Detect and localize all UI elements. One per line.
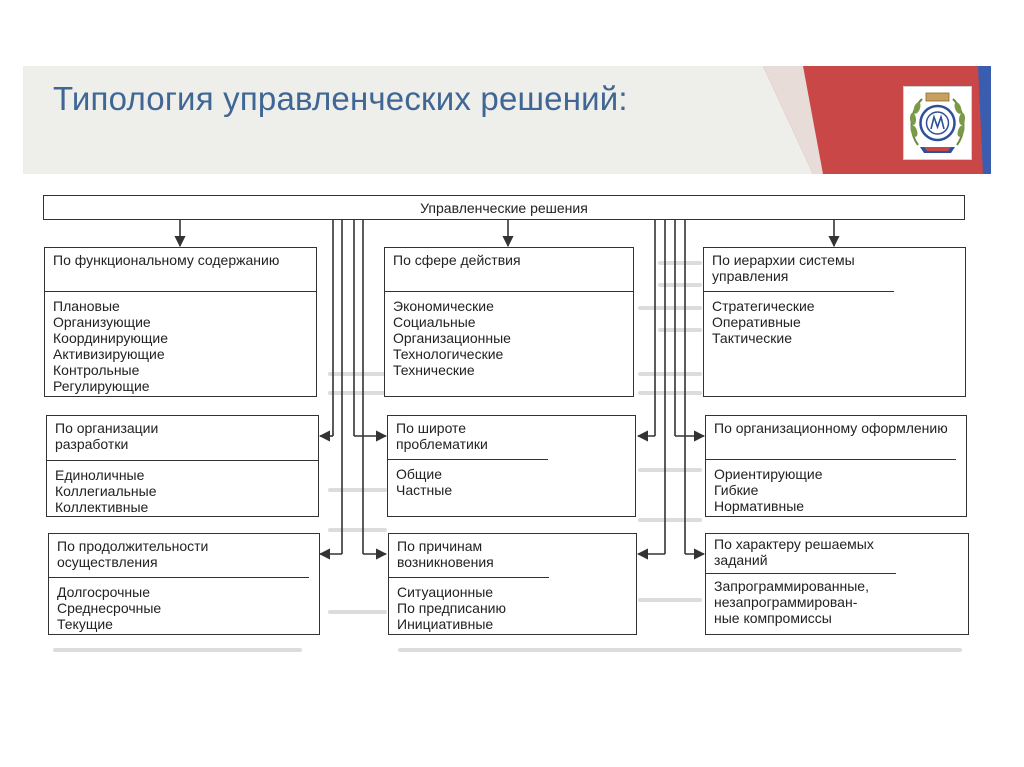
category-item: Среднесрочные xyxy=(57,600,162,616)
category-item: Нормативные xyxy=(714,498,805,514)
category-item: Координирующие xyxy=(53,330,168,346)
category-items xyxy=(706,460,966,514)
category-item: Общие xyxy=(396,466,443,482)
category-header: По причинам возникновения xyxy=(389,534,549,578)
category-item: Частные xyxy=(396,482,453,498)
category-item: Коллективные xyxy=(55,499,149,515)
category-development-organization xyxy=(46,415,319,517)
category-item: Технические xyxy=(393,362,475,378)
category-item: Организующие xyxy=(53,314,151,330)
category-item: Ориентирующие xyxy=(714,466,823,482)
category-header: По сфере действия xyxy=(385,248,633,292)
category-item: Текущие xyxy=(57,616,113,632)
category-item: Тактические xyxy=(712,330,793,346)
category-items xyxy=(388,460,635,498)
category-item: Социальные xyxy=(393,314,476,330)
category-header: По широте проблематики xyxy=(388,416,548,460)
category-management-hierarchy xyxy=(703,247,966,397)
category-item: ные компромиссы xyxy=(714,610,832,626)
category-header: По организационному оформлению xyxy=(706,416,956,460)
category-item: Долгосрочные xyxy=(57,584,151,600)
category-items xyxy=(49,578,319,632)
category-items xyxy=(704,292,965,346)
category-item: Регулирующие xyxy=(53,378,150,394)
category-organizational-formalization xyxy=(705,415,967,517)
category-items xyxy=(45,292,316,394)
category-item: Экономические xyxy=(393,298,494,314)
category-header: По иерархии системы управления xyxy=(704,248,894,292)
category-item: Плановые xyxy=(53,298,120,314)
category-causes-of-origin xyxy=(388,533,637,635)
category-item: По предписанию xyxy=(397,600,506,616)
category-sphere-of-action xyxy=(384,247,634,397)
category-item: Единоличные xyxy=(55,467,145,483)
category-item: Активизирующие xyxy=(53,346,165,362)
category-items xyxy=(706,574,968,626)
root-box-management-decisions: Управленческие решения xyxy=(43,195,965,220)
category-header: По продолжительности осуществления xyxy=(49,534,309,578)
category-header: По организации разработки xyxy=(55,420,159,452)
category-item: Коллегиальные xyxy=(55,483,157,499)
category-item: Инициативные xyxy=(397,616,494,632)
category-item: Оперативные xyxy=(712,314,801,330)
category-problem-breadth xyxy=(387,415,636,517)
category-items xyxy=(47,461,318,515)
category-item: Технологические xyxy=(393,346,504,362)
category-item: незапрограммирован- xyxy=(714,594,858,610)
category-item: Гибкие xyxy=(714,482,759,498)
slide-title: Типология управленческих решений: xyxy=(53,80,628,117)
category-item: Контрольные xyxy=(53,362,140,378)
category-item: Организационные xyxy=(393,330,511,346)
category-task-nature xyxy=(705,533,969,635)
category-implementation-duration xyxy=(48,533,320,635)
category-functional-content xyxy=(44,247,317,397)
category-item: Запрограммированные, xyxy=(714,578,869,594)
category-items xyxy=(385,292,633,378)
category-header: По характеру решаемых заданий xyxy=(706,534,896,574)
category-item: Ситуационные xyxy=(397,584,494,600)
category-header: По функциональному содержанию xyxy=(45,248,316,292)
category-item: Стратегические xyxy=(712,298,815,314)
category-items xyxy=(389,578,636,632)
